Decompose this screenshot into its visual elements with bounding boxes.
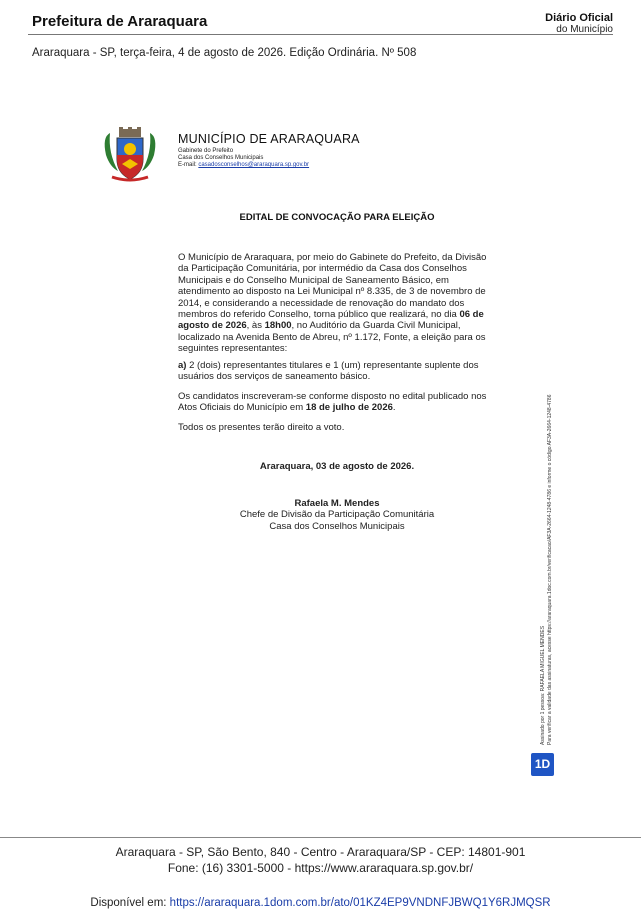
- email-link[interactable]: casadosconselhos@araraquara.sp.gov.br: [198, 162, 310, 168]
- paragraph-convocation: [178, 252, 496, 355]
- issuer-email-row: [178, 162, 360, 169]
- place-date: Araraquara, 03 de agosto de 2026.: [259, 461, 415, 472]
- p1-text-c: , no Auditório da Guarda Civil Municipal, localizado na Avenida Bento de Abreu, nº 1.172, Fonte, a eleição para os seguintes representantes:: [178, 320, 486, 355]
- document-title: EDITAL DE CONVOCAÇÃO PARA ELEIÇÃO: [239, 212, 435, 223]
- newspaper-title: Prefeitura de Araraquara: [32, 13, 208, 30]
- signer-name: Rafaela M. Mendes: [294, 498, 380, 509]
- edition-line: Araraquara - SP, terça-feira, 4 de agosto de 2026. Edição Ordinária. Nº 508: [32, 47, 417, 59]
- paragraph-representatives: [178, 360, 496, 383]
- signature-block: [178, 498, 496, 532]
- diario-oficial-logo: [545, 12, 613, 36]
- footer-available: [0, 897, 641, 909]
- election-date: 06 de agosto de 2026: [178, 309, 484, 332]
- signer-department: Casa dos Conselhos Municipais: [269, 520, 405, 532]
- diario-oficial-line1: Diário Oficial: [545, 12, 613, 24]
- issuer-department: Casa dos Conselhos Municipais: [178, 155, 264, 161]
- signed-by-line: Assinado por 1 pessoa: RAFAELA MIGUEL MENDES: [540, 625, 546, 745]
- paragraph-voting: Todos os presentes terão direito a voto.: [178, 422, 345, 433]
- p3-text-a: Os candidatos inscreveram-se conforme disposto no edital publicado nos Atos Oficiais do Município em: [178, 391, 487, 414]
- 1doc-logo-icon: 1D: [531, 753, 554, 776]
- p3-text-b: .: [392, 402, 396, 414]
- available-link[interactable]: https://araraquara.1dom.com.br/ato/01KZ4EP9VNDNFJBWQ1Y6RJMQSR: [169, 897, 551, 909]
- signer-role: Chefe de Divisão da Participação Comunitária: [239, 509, 435, 521]
- footer-divider: [0, 837, 641, 838]
- issuer-block: [178, 132, 360, 169]
- election-time: 18h00: [264, 320, 292, 332]
- footer-address: Araraquara - SP, São Bento, 840 - Centro - Araraquara/SP - CEP: 14801-901: [115, 845, 526, 859]
- p1-text-a: O Município de Araraquara, por meio do Gabinete do Prefeito, da Divisão da Participação Comunitária, por intermédio da Casa dos Conselhos Municipais e do Conselho Municipal de Saneamento Básico, em atendimento ao disposto na Lei Municipal nº 8.335, de 3 de novembro de 2014, e considerando a necessidade de renovação do mandato dos membros do referido Conselho, torna público que realizará, no dia: [178, 252, 487, 321]
- verification-line: Para verificar a validade das assinaturas, acesse https://araraquara.1doc.com.br/verificacao/AF3A-2664-1248-4786 e informe o código AF3A-2664-1248-4786: [546, 394, 553, 745]
- footer-contact: Fone: (16) 3301-5000 - https://www.araraquara.sp.gov.br/: [167, 861, 474, 875]
- email-label: E-mail:: [178, 162, 197, 168]
- diario-oficial-line2: do Município: [556, 24, 613, 35]
- p1-text-b: , às: [246, 320, 265, 332]
- coat-of-arms-icon: [100, 125, 160, 185]
- issuer-office: Gabinete do Prefeito: [178, 148, 234, 154]
- available-label: Disponível em:: [90, 897, 167, 909]
- item-text: 2 (dois) representantes titulares e 1 (um) representante suplente dos usuários dos serviços de saneamento básico.: [178, 360, 479, 383]
- item-label: a): [178, 360, 187, 371]
- signature-verification-note: [540, 315, 560, 745]
- paragraph-candidates: [178, 391, 496, 414]
- publication-date: 18 de julho de 2026: [305, 402, 393, 414]
- issuer-name: MUNICÍPIO DE ARARAQUARA: [178, 132, 360, 146]
- header-divider: [28, 34, 613, 35]
